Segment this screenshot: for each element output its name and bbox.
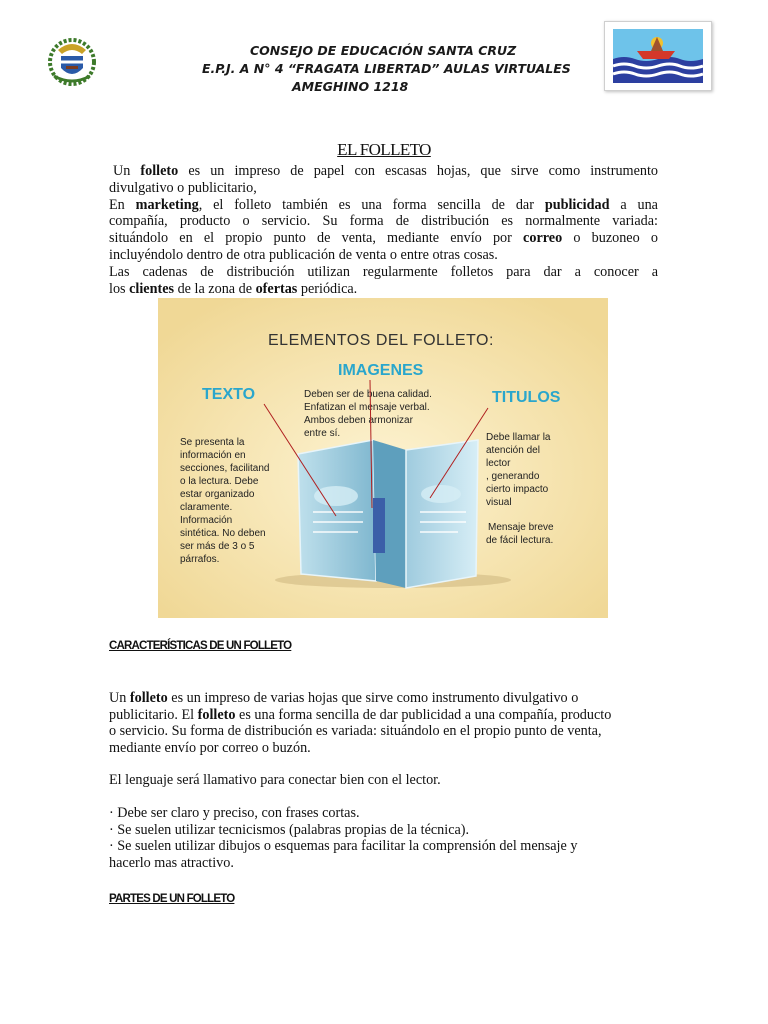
list-item: · Se suelen utilizar dibujos o esquemas para facilitar la comprensión del mensaje y <box>109 838 578 855</box>
desc-line: párrafos. <box>180 554 220 565</box>
desc-line: atención del <box>486 445 540 456</box>
institution-header <box>140 42 600 96</box>
header-line-2: E.P.J. A N° 4 “FRAGATA LIBERTAD” AULAS VIRTUALES <box>202 61 571 76</box>
list-item-continuation: hacerlo mas atractivo. <box>109 854 234 871</box>
desc-line: estar organizado <box>180 489 255 500</box>
header-line-3: AMEGHINO 1218 <box>292 79 409 94</box>
header-line-1: CONSEJO DE EDUCACIÓN SANTA CRUZ <box>250 43 517 58</box>
language-paragraph: El lenguaje será llamativo para conectar bien con el lector. <box>109 772 441 788</box>
intro-paragraph: Un folleto es un impreso de papel con escasas hojas, que sirve como instrumento divulgativo o publicitario, En marketing, el folleto también es una forma sencilla de dar publicidad a una compañía, producto o servicio. Su forma de distribución es normalmente variada: situándolo en el propio punto de venta, mediante envío por correo o buzoneo o incluyéndolo dentro de otra publicación de venta o entre otras cosas. Las cadenas de distribución utilizan regularmente folletos para dar a conocer a los clientes de la zona de ofertas periódica. <box>109 163 659 297</box>
desc-line: o la lectura. Debe <box>180 476 259 487</box>
page-title: EL FOLLETO <box>337 140 431 159</box>
brochure-elements-figure <box>158 298 608 618</box>
desc-line: secciones, facilitand <box>180 463 270 474</box>
brochure-illustration <box>275 440 511 588</box>
desc-line: entre sí. <box>304 428 341 439</box>
desc-line: Se presenta la <box>180 437 245 448</box>
desc-line: Deben ser de buena calidad. <box>304 389 432 400</box>
desc-line: Ambos deben armonizar <box>304 415 413 426</box>
desc-line: visual <box>486 497 512 508</box>
label-imagenes: IMAGENES <box>338 362 424 379</box>
characteristics-paragraph: Un folleto es un impreso de varias hojas que sirve como instrumento divulgativo o publicitario. El folleto es una forma sencilla de dar publicidad a una compañía, producto o servicio. Su forma de distribución es variada: situándolo en el propio punto de venta, mediante envío por correo o buzón. <box>109 690 612 756</box>
flag-icon <box>613 29 703 83</box>
desc-line: lector <box>486 458 511 469</box>
characteristics-list <box>109 805 654 871</box>
desc-line: Debe llamar la <box>486 432 551 443</box>
section-heading-characteristics: CARACTERÍSTICAS DE UN FOLLETO <box>109 640 292 652</box>
desc-line: sintética. No deben <box>180 528 266 539</box>
desc-line: Mensaje breve <box>488 522 554 533</box>
section-heading-parts: PARTES DE UN FOLLETO <box>109 893 235 905</box>
desc-line: cierto impacto <box>486 484 549 495</box>
school-seal-logo <box>48 36 96 86</box>
desc-line: claramente. <box>180 502 233 513</box>
figure-heading: ELEMENTOS DEL FOLLETO: <box>268 332 494 349</box>
list-item: · Se suelen utilizar tecnicismos (palabras propias de la técnica). <box>109 821 470 838</box>
province-flag <box>604 21 712 91</box>
desc-line: Enfatizan el mensaje verbal. <box>304 402 430 413</box>
desc-line: Información <box>180 515 233 526</box>
list-item: · Debe ser claro y preciso, con frases cortas. <box>109 805 360 821</box>
desc-line: de fácil lectura. <box>486 535 554 546</box>
label-texto: TEXTO <box>202 386 256 403</box>
desc-line: información en <box>180 450 246 461</box>
desc-line: , generando <box>486 471 540 482</box>
label-titulos: TITULOS <box>492 389 561 406</box>
desc-line: ser más de 3 o 5 <box>180 541 255 552</box>
